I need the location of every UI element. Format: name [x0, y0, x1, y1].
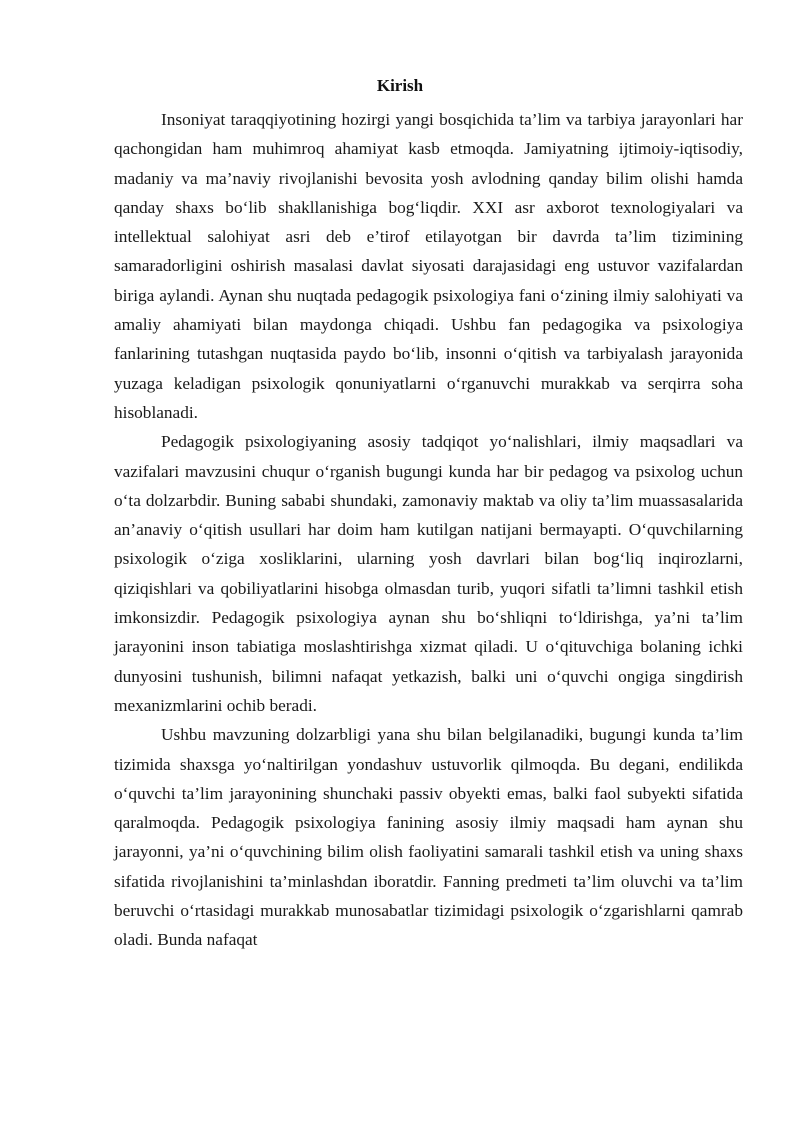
document-body — [114, 105, 743, 955]
paragraph-3: Ushbu mavzuning dolzarbligi yana shu bilan belgilanadiki, bugungi kunda ta’lim tizimida shaxsga yo‘naltirilgan yondashuv ustuvorlik qilmoqda. Bu degani, endilikda o‘quvchi ta’lim jarayonining shunchaki passiv obyekti emas, balki faol subyekti sifatida qaralmoqda. Pedagogik psixologiya fanining asosiy ilmiy maqsadi ham aynan shu jarayonni, ya’ni o‘quvchining bilim olish faoliyatini samarali tashkil etish va uning shaxs sifatida rivojlanishini ta’minlashdan iboratdir. Fanning predmeti ta’lim oluvchi va ta’lim beruvchi o‘rtasidagi murakkab munosabatlar tizimidagi psixologik o‘zgarishlarni qamrab oladi. Bunda nafaqat — [114, 725, 743, 950]
paragraph-2: Pedagogik psixologiyaning asosiy tadqiqot yo‘nalishlari, ilmiy maqsadlari va vazifalari mavzusini chuqur o‘rganish bugungi kunda har bir pedagog va psixolog uchun o‘ta dolzarbdir. Buning sababi shundaki, zamonaviy maktab va oliy ta’lim muassasalarida an’anaviy o‘qitish usullari har doim ham kutilgan natijani bermayapti. O‘quvchilarning psixologik o‘ziga xosliklarini, ularning yosh davrlari bilan bog‘liq inqirozlarni, qiziqishlari va qobiliyatlarini hisobga olmasdan turib, yuqori sifatli ta’limni tashkil etish imkonsizdir. Pedagogik psixologiya aynan shu bo‘shliqni to‘ldirishga, ya’ni ta’lim jarayonini inson tabiatiga moslashtirishga xizmat qiladi. U o‘qituvchiga bolaning ichki dunyosini tushunish, bilimni nafaqat yetkazish, balki uni o‘quvchi ongiga singdirish mexanizmlarini ochib beradi. — [114, 432, 743, 715]
document-title: Kirish — [376, 76, 424, 95]
paragraph-1: Insoniyat taraqqiyotining hozirgi yangi bosqichida ta’lim va tarbiya jarayonlari har qachongidan ham muhimroq ahamiyat kasb etmoqda. Jamiyatning ijtimoiy-iqtisodiy, madaniy va ma’naviy rivojlanishi bevosita yosh avlodning qanday bilim olishi hamda qanday shaxs bo‘lib shakllanishiga bog‘liqdir. XXI asr axborot texnologiyalari va intellektual salohiyat asri deb e’tirof etilayotgan bir davrda ta’lim tizimining samaradorligini oshirish masalasi davlat siyosati darajasidagi eng ustuvor vazifalardan biriga aylandi. Aynan shu nuqtada pedagogik psixologiya fani o‘zining ilmiy salohiyati va amaliy ahamiyati bilan maydonga chiqadi. Ushbu fan pedagogika va psixologiya fanlarining tutashgan nuqtasida paydo bo‘lib, insonni o‘qitish va tarbiyalash jarayonida yuzaga keladigan psixologik qonuniyatlarni o‘rganuvchi murakkab va serqirra soha hisoblanadi. — [114, 110, 743, 422]
